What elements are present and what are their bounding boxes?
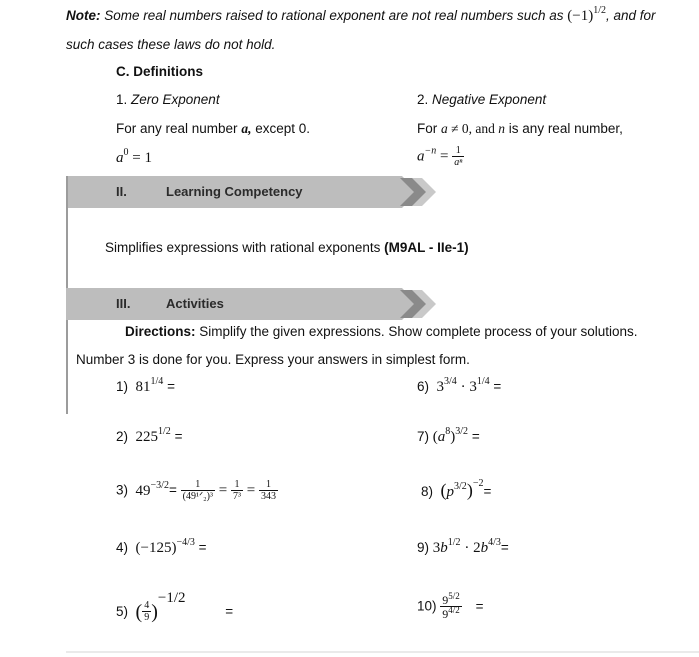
- neg-desc-text: For: [417, 121, 442, 136]
- problem-8-inner-exp: 3/2: [454, 481, 467, 492]
- zero-exponent-description: [116, 121, 310, 137]
- neg-desc-mid: ≠ 0, and: [447, 121, 499, 136]
- problem-7-label: 7): [417, 429, 430, 444]
- problem-8-label: 8): [421, 484, 434, 499]
- zero-formula-base: a: [116, 150, 124, 166]
- step-3-den: 343: [260, 491, 276, 502]
- problem-2-label: 2): [116, 429, 129, 444]
- problem-10-den-exp: 4/2: [448, 605, 460, 615]
- problem-9-var-2: b: [480, 540, 489, 556]
- problem-9: [417, 537, 509, 557]
- neg-desc-after: is any real number,: [505, 121, 623, 136]
- problem-8-exp: −2: [472, 478, 484, 489]
- problem-1-exp: 1/4: [150, 376, 164, 387]
- problem-1-expression: [135, 376, 164, 395]
- zero-formula-rhs: = 1: [128, 150, 152, 166]
- negative-exponent-title: [417, 92, 546, 107]
- problem-7: [417, 426, 480, 446]
- problem-9-coef-1: 3: [432, 540, 441, 556]
- neg-desc-var-n: n: [498, 121, 506, 136]
- problem-2-expression: [135, 426, 171, 445]
- problem-10-denominator: [440, 607, 462, 620]
- problem-3-step-2: [231, 480, 243, 502]
- problem-9-exp-1: 1/2: [447, 537, 461, 548]
- problem-6-equals: =: [489, 379, 502, 394]
- neg-formula-exp: −n: [424, 145, 437, 157]
- competency-text: [105, 240, 469, 255]
- negative-exponent-formula: [417, 146, 464, 168]
- chevron-arrow-icon: [396, 288, 442, 320]
- problem-3-exp: −3/2: [150, 479, 169, 491]
- problem-5-den: 9: [144, 612, 150, 624]
- problem-8-expression: $(p^{3/2})^{-2}$: [440, 478, 484, 500]
- problem-6-label: 6): [417, 379, 430, 394]
- problem-1-label: 1): [116, 379, 129, 394]
- note-line-1: [66, 5, 656, 25]
- directions-label: Directions:: [125, 324, 196, 339]
- problem-2-base: 225: [135, 429, 159, 445]
- directions-line-1: [125, 324, 637, 339]
- problem-10-num-exp: 5/2: [448, 591, 460, 601]
- problem-6-base-1: 3: [436, 379, 445, 395]
- negative-exponent-label: Negative Exponent: [432, 92, 547, 107]
- problem-4-label: 4): [116, 540, 129, 555]
- zero-desc-var: a,: [241, 121, 252, 136]
- page-bottom-rule: [66, 651, 699, 653]
- neg-formula-den: aⁿ: [454, 157, 463, 168]
- problem-6-dot: ·: [456, 379, 470, 395]
- zero-formula-exp: 0: [123, 147, 129, 158]
- negative-exponent-description: [417, 121, 623, 137]
- problem-9-coef-2: 2: [473, 540, 481, 556]
- problem-10-label: 10): [417, 598, 437, 614]
- zero-desc-after: except 0.: [251, 121, 310, 136]
- step-3-num: 1: [259, 480, 278, 491]
- problem-7-expression: $(a^8)^{3/2}$: [432, 426, 469, 445]
- problem-1: [116, 376, 175, 396]
- step-2-num: 1: [231, 480, 243, 491]
- neg-formula-fraction: [452, 146, 464, 168]
- chevron-arrow-icon: [396, 176, 442, 208]
- step-1-den: (49¹ᐟ₂)³: [182, 491, 213, 502]
- problem-10-fraction: [440, 591, 462, 621]
- neg-formula-num: 1: [452, 146, 464, 157]
- competency-title: Learning Competency: [166, 184, 303, 199]
- problem-8-equals: =: [483, 484, 492, 499]
- problem-7-inner-exp: 8: [445, 426, 451, 437]
- problem-5-fraction: [142, 601, 151, 623]
- problem-4-equals: =: [194, 540, 207, 555]
- problem-3-expression: [135, 479, 169, 499]
- competency-code: (M9AL - IIe-1): [384, 240, 469, 255]
- neg-formula-base: a: [417, 148, 425, 165]
- problem-9-dot: ·: [460, 540, 474, 556]
- zero-exponent-number: 1.: [116, 92, 132, 107]
- problem-3-label: 3): [116, 482, 129, 498]
- competency-numeral: II.: [116, 184, 127, 199]
- zero-exponent-formula: [116, 147, 152, 167]
- problem-10-den-base: 9: [442, 607, 449, 621]
- problem-5-num: 4: [144, 600, 150, 612]
- note-line-2: such cases these laws do not hold.: [66, 37, 276, 52]
- problem-9-exp-2: 4/3: [488, 537, 501, 548]
- problem-4: [116, 537, 207, 557]
- problem-6-exp-2: 1/4: [476, 376, 490, 387]
- problem-5: 5) ( $\frac{4}{9}$ )$^{-1/2}$ =: [116, 590, 234, 624]
- problem-5-label: 5): [116, 604, 129, 619]
- neg-desc-var-a: a: [441, 121, 448, 136]
- problem-9-equals: =: [500, 540, 509, 555]
- problem-2-exp: 1/2: [158, 426, 171, 437]
- problem-1-equals: =: [163, 379, 175, 394]
- note-text-after: , and for: [606, 8, 656, 23]
- problem-6-exp-1: 3/4: [444, 376, 457, 387]
- directions-line-2: Number 3 is done for you. Express your answers in simplest form.: [76, 352, 470, 367]
- problem-3-equals: =: [168, 482, 177, 498]
- problem-6-base-2: 3: [469, 379, 477, 395]
- problem-5-equals: =: [225, 604, 234, 619]
- problem-6: [417, 376, 502, 396]
- problem-7-exp: 3/2: [455, 426, 469, 437]
- problem-4-expression: [135, 537, 195, 556]
- problem-7-equals: =: [468, 429, 480, 444]
- problem-9-var-1: b: [440, 540, 448, 556]
- step-2-den: 7³: [232, 491, 241, 502]
- zero-exponent-title: [116, 92, 220, 107]
- problem-8-var: p: [446, 484, 455, 500]
- zero-exponent-label: Zero Exponent: [131, 92, 220, 107]
- problem-10: [417, 591, 484, 621]
- zero-desc-text: For any real number: [116, 121, 242, 136]
- directions-text: Simplify the given expressions. Show complete process of your solutions.: [195, 324, 638, 339]
- step-1-num: 1: [181, 480, 215, 491]
- problem-3-base: 49: [135, 482, 151, 499]
- problem-4-base: (−125): [135, 540, 177, 556]
- note-text: Some real numbers raised to rational exponent are not real numbers such as: [100, 8, 568, 23]
- problem-9-expression: [432, 537, 501, 556]
- problem-5-exp: −1/2: [157, 590, 186, 606]
- problem-3-answer: [259, 480, 278, 502]
- note-example-base: (−1): [567, 8, 594, 24]
- problem-9-label: 9): [417, 540, 430, 555]
- problem-4-exp: −4/3: [176, 537, 195, 548]
- definitions-heading: C. Definitions: [116, 64, 203, 79]
- problem-7-var: a: [437, 429, 446, 445]
- note-label: Note:: [66, 8, 101, 23]
- problem-3: 3) $49^{-3/2}=$ $\frac{1}{\text{(49¹ᐟ₂)³}}$ = $\frac{1}{\text{7³}}$ = $\frac{1}{343}$: [116, 479, 276, 502]
- problem-2: [116, 426, 183, 446]
- problem-10-num-base: 9: [442, 593, 449, 607]
- problem-6-expression: [436, 376, 490, 395]
- neg-formula-eq: =: [436, 148, 453, 165]
- note-example: [567, 5, 606, 24]
- problem-1-base: 81: [135, 379, 151, 395]
- problem-3-step-1: [181, 480, 215, 502]
- problem-8: [421, 480, 491, 501]
- activities-title: Activities: [166, 296, 224, 311]
- problem-10-equals: =: [475, 598, 484, 614]
- competency-description: Simplifies expressions with rational exponents: [105, 240, 385, 255]
- note-example-exponent: 1/2: [593, 5, 606, 16]
- activities-numeral: III.: [116, 296, 131, 311]
- problem-2-equals: =: [170, 429, 183, 444]
- negative-exponent-number: 2.: [417, 92, 433, 107]
